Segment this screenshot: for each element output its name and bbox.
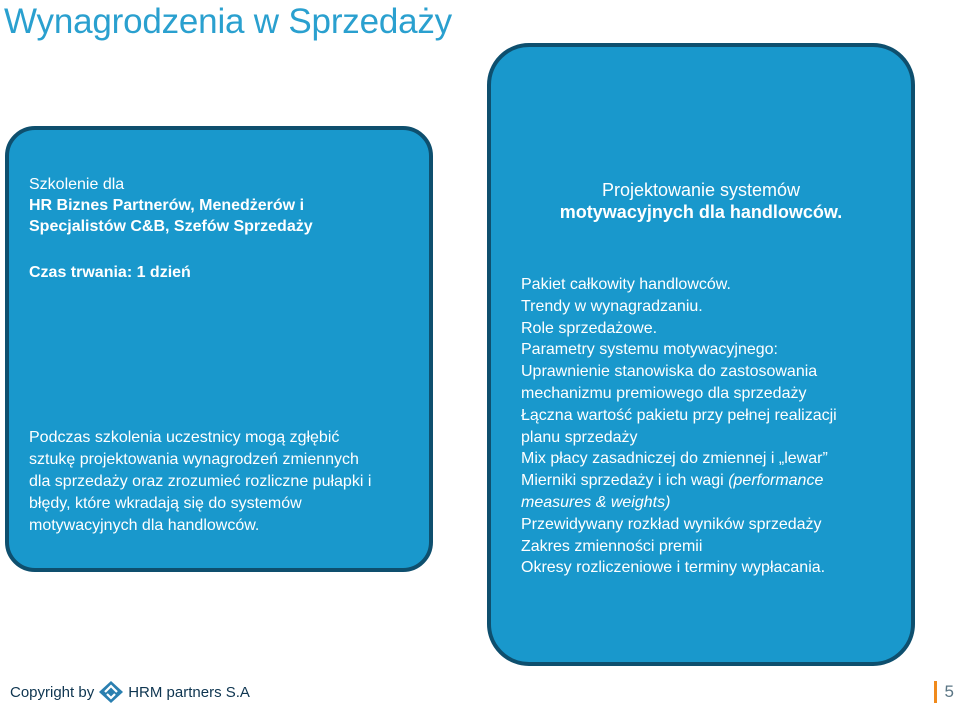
- page-number-text: 5: [944, 682, 954, 701]
- description-line: błędy, które wkradają się do systemów: [29, 495, 302, 512]
- slide-title: Wynagrodzenia w Sprzedaży: [4, 2, 452, 41]
- program-box: [487, 43, 915, 666]
- topic-item: Przewidywany rozkład wyników sprzedaży: [521, 515, 822, 533]
- topic-item: Pakiet całkowity handlowców.: [521, 276, 731, 293]
- description-line: Podczas szkolenia uczestnicy mogą zgłębić: [29, 429, 340, 446]
- audience-line: Specjalistów C&B, Szefów Sprzedaży: [29, 218, 313, 235]
- description-line: sztukę projektowania wynagrodzeń zmiennych: [29, 451, 359, 468]
- training-description: [29, 427, 371, 537]
- topic-item: planu sprzedaży: [521, 428, 638, 446]
- page-number: [934, 681, 954, 703]
- program-title-line: Projektowanie systemów: [601, 180, 801, 200]
- program-title: [491, 179, 911, 223]
- topic-item: [521, 470, 837, 492]
- training-duration: Czas trwania: 1 dzień: [29, 264, 191, 281]
- company-name: HRM partners S.A: [128, 683, 250, 701]
- topic-item: Okresy rozliczeniowe i terminy wypłacania.: [521, 559, 826, 577]
- page-marker: [934, 681, 937, 703]
- topic-item: Parametry systemu motywacyjnego:: [521, 341, 778, 359]
- audience-line: HR Biznes Partnerów, Menedżerów i: [29, 197, 305, 214]
- description-line: motywacyjnych dla handlowców.: [29, 517, 260, 534]
- program-title-line: motywacyjnych dla handlowców.: [559, 202, 843, 222]
- copyright-text: Copyright by: [10, 683, 95, 701]
- topic-item: measures & weights): [521, 493, 671, 511]
- description-line: dla sprzedaży oraz zrozumieć rozliczne pułapki i: [29, 473, 372, 490]
- topic-item: Łączna wartość pakietu przy pełnej realizacji: [521, 406, 837, 424]
- topic-item: Zakres zmienności premii: [521, 537, 703, 555]
- training-info-box: [5, 126, 433, 572]
- topic-item: Mix płacy zasadniczej do zmiennej i „lewar”: [521, 450, 828, 468]
- topic-item: Role sprzedażowe.: [521, 319, 658, 337]
- audience-line: Szkolenie dla: [29, 176, 125, 193]
- topic-item-italic: (performance: [728, 472, 824, 490]
- hrm-logo-icon: [98, 680, 124, 704]
- topic-item: mechanizmu premiowego dla sprzedaży: [521, 384, 807, 402]
- training-audience: [29, 174, 313, 237]
- footer-copyright: [10, 680, 250, 704]
- topic-item: Trendy w wynagradzaniu.: [521, 297, 703, 315]
- topic-item-text: Mierniki sprzedaży i ich wagi: [521, 472, 729, 490]
- topic-item: Uprawnienie stanowiska do zastosowania: [521, 363, 818, 381]
- program-topics: [521, 274, 837, 579]
